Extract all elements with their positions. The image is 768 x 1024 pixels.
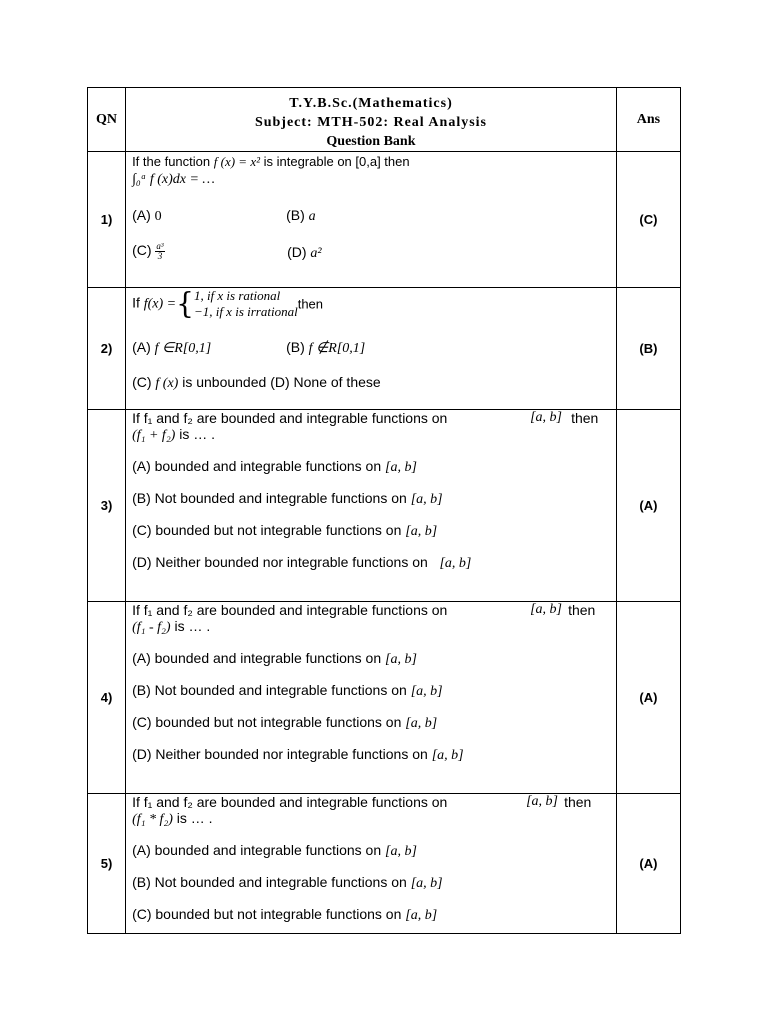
left-brace: { bbox=[176, 286, 194, 321]
option-row bbox=[132, 339, 610, 359]
option-b: (B) a bbox=[286, 207, 316, 224]
question-bank-table bbox=[87, 87, 681, 934]
option-d: (D) a² bbox=[287, 244, 322, 261]
answer-key: (B) bbox=[616, 288, 680, 410]
question-body bbox=[126, 152, 617, 288]
option-d: (D) Neither bounded nor integrable functions on [a, b] bbox=[132, 554, 472, 571]
question-stem: If f(x) ={ 1, if x is rational −1, if x is irrational then bbox=[132, 286, 324, 321]
question-stem-line2: (f₁ - f₂) is … . bbox=[132, 618, 211, 635]
option-a: (A) bounded and integrable functions on [a, b] bbox=[132, 458, 417, 475]
document-title bbox=[126, 88, 617, 152]
option-row bbox=[132, 374, 610, 394]
question-integral: ∫₀ᵃ f (x)dx = … bbox=[132, 172, 215, 187]
question-row bbox=[88, 410, 681, 602]
question-stem-line2: (f₁ + f₂) is … . bbox=[132, 426, 216, 443]
question-stem: If f₁ and f₂ are bounded and integrable functions on [a, b] then bbox=[132, 794, 592, 810]
answer-key: (A) bbox=[616, 794, 680, 934]
question-body bbox=[126, 794, 617, 934]
option-a: (A) bounded and integrable functions on [a, b] bbox=[132, 842, 417, 859]
option-c: (C) $\frac{\text{a³}}{3}$ bbox=[132, 241, 164, 261]
option-a: (A) bounded and integrable functions on [a, b] bbox=[132, 650, 417, 667]
question-number: 1) bbox=[88, 152, 126, 288]
option-d: (D) Neither bounded nor integrable functions on [a, b] bbox=[132, 746, 464, 763]
answer-key: (A) bbox=[616, 602, 680, 794]
question-row bbox=[88, 288, 681, 410]
option-c: (C) f (x) is unbounded bbox=[132, 374, 267, 391]
title-line-subject: Subject: MTH-502: Real Analysis bbox=[254, 115, 487, 130]
question-stem: If f₁ and f₂ are bounded and integrable functions on [a, b] then bbox=[132, 410, 599, 426]
answer-key: (A) bbox=[616, 410, 680, 602]
question-row bbox=[88, 152, 681, 288]
option-a: (A) 0 bbox=[132, 207, 162, 224]
option-c: (C) bounded but not integrable functions on [a, b] bbox=[132, 714, 438, 731]
option-b: (B) f ∉R[0,1] bbox=[286, 339, 366, 356]
question-stem-line2: (f₁ * f₂) is … . bbox=[132, 810, 213, 827]
question-body bbox=[126, 410, 617, 602]
fraction: $\frac{\text{a³}}{3}$ bbox=[156, 241, 164, 261]
question-number: 2) bbox=[88, 288, 126, 410]
question-number: 5) bbox=[88, 794, 126, 934]
option-b: (B) Not bounded and integrable functions on [a, b] bbox=[132, 490, 443, 507]
question-number: 4) bbox=[88, 602, 126, 794]
qn-header: QN bbox=[88, 88, 126, 152]
question-row bbox=[88, 602, 681, 794]
ans-header: Ans bbox=[616, 88, 680, 152]
option-b: (B) Not bounded and integrable functions on [a, b] bbox=[132, 874, 443, 891]
header-row bbox=[88, 88, 681, 152]
title-line-course: T.Y.B.Sc.(Mathematics) bbox=[289, 96, 453, 111]
question-row bbox=[88, 794, 681, 934]
answer-key: (C) bbox=[616, 152, 680, 288]
question-body bbox=[126, 288, 617, 410]
piecewise-cases: 1, if x is rational −1, if x is irrational bbox=[193, 288, 298, 319]
option-c: (C) bounded but not integrable functions on [a, b] bbox=[132, 522, 438, 539]
option-a: (A) f ∈R[0,1] bbox=[132, 339, 212, 356]
question-stem: If f₁ and f₂ are bounded and integrable functions on [a, b] then bbox=[132, 602, 596, 618]
option-c: (C) bounded but not integrable functions on [a, b] bbox=[132, 906, 438, 923]
option-b: (B) Not bounded and integrable functions on [a, b] bbox=[132, 682, 443, 699]
question-stem: If the function f (x) = x² is integrable on [0,a] then bbox=[132, 154, 410, 169]
option-row bbox=[132, 242, 610, 266]
question-body bbox=[126, 602, 617, 794]
question-number: 3) bbox=[88, 410, 126, 602]
option-row bbox=[132, 207, 610, 227]
option-d: (D) None of these bbox=[270, 374, 381, 390]
title-line-question-bank: Question Bank bbox=[326, 134, 416, 149]
